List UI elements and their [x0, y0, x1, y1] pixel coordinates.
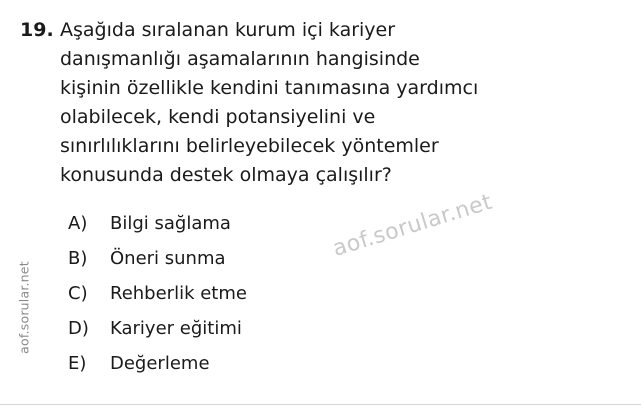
- question-line-1: [60, 16, 620, 45]
- option-b[interactable]: [68, 248, 588, 283]
- word: olabilecek,: [60, 106, 163, 128]
- options-list: [68, 213, 588, 388]
- word: içi: [301, 19, 323, 41]
- word: tanımasına: [284, 77, 391, 99]
- word: Aşağıda: [60, 19, 136, 41]
- question-line-5: [60, 132, 620, 161]
- word: sıralanan: [141, 19, 229, 41]
- option-e[interactable]: [68, 353, 588, 388]
- diagonal-watermark: aof.sorular.net: [330, 189, 496, 262]
- word: kurum: [234, 19, 296, 41]
- question-line-4: [60, 103, 620, 132]
- bottom-divider: [0, 404, 641, 405]
- word: aşamalarının: [187, 48, 310, 70]
- option-a[interactable]: [68, 213, 588, 248]
- question-line-3: [60, 74, 620, 103]
- word: kariyer: [328, 19, 396, 41]
- word: yardımcı: [396, 77, 479, 99]
- word: kendi: [168, 106, 220, 128]
- option-letter: E): [68, 353, 87, 374]
- option-text: Bilgi sağlama: [110, 213, 231, 234]
- option-letter: B): [68, 248, 88, 269]
- word: kendini: [210, 77, 279, 99]
- option-letter: C): [68, 283, 88, 304]
- word: belirleyebilecek: [185, 135, 336, 157]
- option-c[interactable]: [68, 283, 588, 318]
- question-line-6: konusunda destek olmaya çalışılır?: [60, 164, 392, 186]
- question-text: [60, 16, 620, 190]
- option-letter: D): [68, 318, 89, 339]
- word: yöntemler: [341, 135, 439, 157]
- word: ve: [352, 106, 376, 128]
- option-letter: A): [68, 213, 88, 234]
- option-text: Kariyer eğitimi: [110, 318, 242, 339]
- question-block: [20, 16, 620, 190]
- option-d[interactable]: [68, 318, 588, 353]
- side-watermark: aof.sorular.net: [16, 261, 32, 354]
- word: özellikle: [126, 77, 204, 99]
- word: sınırlılıklarını: [60, 135, 180, 157]
- option-text: Öneri sunma: [110, 248, 226, 269]
- word: kişinin: [60, 77, 121, 99]
- word: danışmanlığı: [60, 48, 182, 70]
- question-number: 19.: [20, 19, 54, 41]
- option-text: Değerleme: [110, 353, 210, 374]
- word: potansiyelini: [225, 106, 347, 128]
- question-line-2: [60, 45, 620, 74]
- option-text: Rehberlik etme: [110, 283, 247, 304]
- word: hangisinde: [315, 48, 420, 70]
